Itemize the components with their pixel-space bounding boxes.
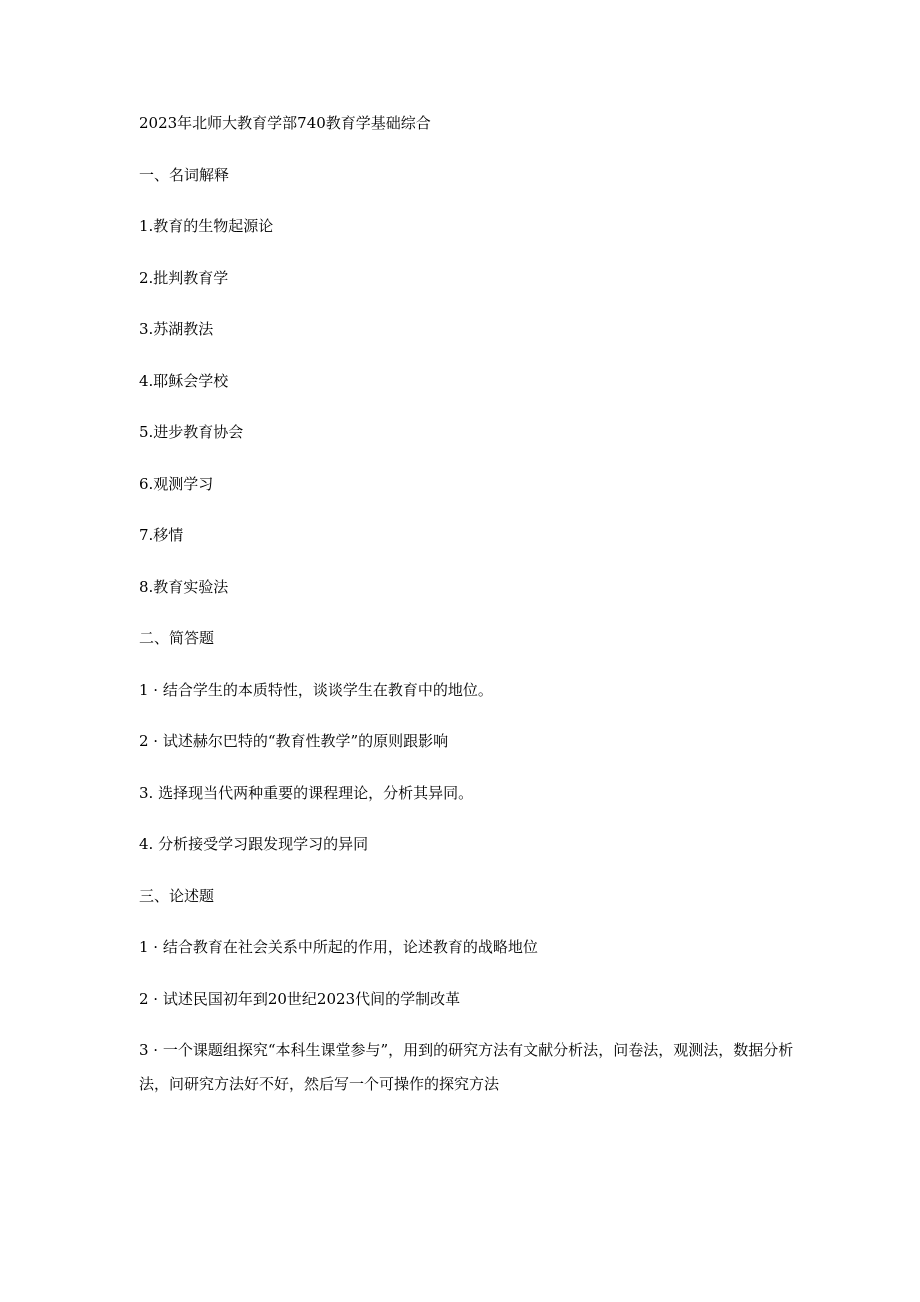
section-heading: 三、论述题 [139, 886, 215, 905]
list-item: 1.教育的生物起源论 [139, 217, 274, 235]
list-item: 3.苏湖教法 [139, 320, 214, 338]
list-item: 1 · 结合教育在社会关系中所起的作用，论述教育的战略地位 [139, 938, 538, 956]
list-item: 7.移情 [139, 526, 184, 544]
list-item: 2 · 试述赫尔巴特的“教育性教学”的原则跟影响 [139, 732, 449, 750]
list-item: 2 · 试述民国初年到20世纪2023代间的学制改革 [139, 989, 461, 1008]
list-item: 5.进步教育协会 [139, 423, 244, 441]
section-heading: 一、名词解释 [139, 165, 230, 184]
document-title: 2023年北师大教育学部740教育学基础综合 [139, 114, 431, 132]
list-item: 6.观测学习 [139, 474, 214, 493]
list-item: 3 · 一个课题组探究“本科生课堂参与”，用到的研究方法有文献分析法，问卷法，观测法，数据分析法，问研究方法好不好，然后写一个可操作的探究方法 [139, 1041, 794, 1093]
list-item: 3. 选择现当代两种重要的课程理论，分析其异同。 [139, 783, 474, 802]
document-content [139, 110, 799, 1127]
list-item: 2.批判教育学 [139, 268, 229, 287]
list-item: 1 · 结合学生的本质特性，谈谈学生在教育中的地位。 [139, 680, 493, 699]
list-item: 4.耶稣会学校 [139, 371, 229, 390]
list-item: 4. 分析接受学习跟发现学习的异同 [139, 835, 369, 853]
list-item: 8.教育实验法 [139, 577, 229, 596]
section-heading: 二、简答题 [139, 629, 215, 647]
